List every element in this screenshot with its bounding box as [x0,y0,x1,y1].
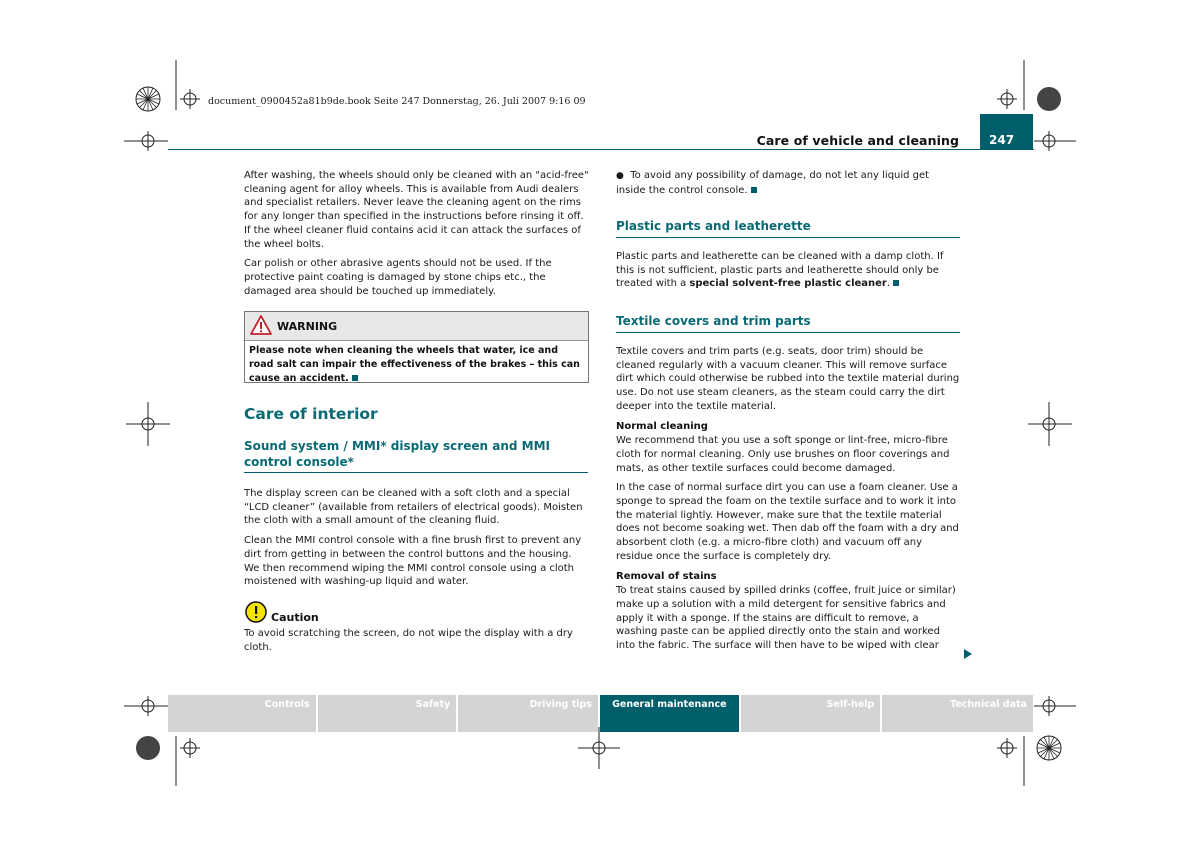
tab-self-help[interactable]: Self-help [741,695,881,732]
warning-text: Please note when cleaning the wheels that water, ice and road salt can impair the effectiveness of the brakes – this can cause an accident. [249,345,580,384]
section-title: Care of interior [244,405,378,423]
caution-text: To avoid scratching the screen, do not wipe the display with a dry cloth. [244,628,573,653]
tab-controls[interactable]: Controls [168,695,316,732]
page-number: 247 [989,133,1015,147]
paragraph-wheels: After washing, the wheels should only be cleaned with an "acid-free" cleaning agent for alloy wheels. This is available from Audi dealers and specialist retailers. Never leave the cleaning agent on the rims for any longer than specified in the instructions before rinsing it off. If the wheel cleaner fluid contains acid it can attack the surfaces of the wheel bolts. [244,170,589,250]
warning-label: WARNING [277,320,338,333]
plastic-cleaner-bold: special solvent-free plastic cleaner [689,278,887,290]
chapter-title: Care of vehicle and cleaning [756,133,959,148]
print-header: document_0900452a81b9de.book Seite 247 Donnerstag, 26. Juli 2007 9:16 09 [208,96,586,107]
tab-general-maintenance[interactable]: General maintenance [600,695,739,732]
plastic-text: Plastic parts and leatherette can be cleaned with a damp cloth. If this is not sufficient, plastic parts and leatherette should only be treated with a [616,251,944,290]
subheading-normal-cleaning: Normal cleaning [616,420,708,432]
paragraph-console: Clean the MMI control console with a fine brush first to prevent any dirt from getting in between the control buttons and the housing. We then recommend wiping the MMI control console using a cloth moistened with washing-up liquid and water. [244,535,582,588]
caution-label: Caution [271,611,319,624]
tab-technical-data[interactable]: Technical data [882,695,1033,732]
tab-safety[interactable]: Safety [318,695,457,732]
heading-plastic: Plastic parts and leatherette [616,219,960,238]
paragraph-stains: To treat stains caused by spilled drinks (coffee, fruit juice or similar) make up a solution with a mild detergent for sensitive fabrics and apply it with a sponge. If the stains are difficult to remove, a washing paste can be applied directly onto the stain and worked into the fabric. The surface will then have to be wiped with clear [616,585,956,652]
paragraph-display: The display screen can be cleaned with a soft cloth and a special “LCD cleaner” (available from retailers of electrical goods). Moisten the cloth with a small amount of the cleaning fluid. [244,488,583,527]
tab-driving-tips[interactable]: Driving tips [458,695,598,732]
heading-textile: Textile covers and trim parts [616,314,960,333]
bullet-item: ● To avoid any possibility of damage, do not let any liquid get inside the control console. [616,170,930,196]
paragraph-normal-1: We recommend that you use a soft sponge or lint-free, micro-fibre cloth for normal cleaning. Only use brushes on floor coverings and mats, as other textile surfaces could become damaged. [616,435,950,474]
paragraph-normal-2: In the case of normal surface dirt you can use a foam cleaner. Use a sponge to spread the foam on the textile surface and to work it into the material lightly. However, make sure that the textile material does not become soaking wet. Then dab off the foam with a dry and absorbent cloth (e.g. a micro-fibre cloth) and vacuum off any residue once the surface is completely dry. [616,482,959,562]
subsection-title-mmi: Sound system / MMI* display screen and MMI control console* [244,439,588,473]
paragraph-polish: Car polish or other abrasive agents should not be used. If the protective paint coating is damaged by stone chips etc., the damaged area should be touched up immediately. [244,258,552,297]
paragraph-plastic: Plastic parts and leatherette can be cleaned with a damp cloth. If this is not sufficient, plastic parts and leatherette should only be treated with a special solvent-free plastic cleaner. [616,251,944,290]
subheading-stains: Removal of stains [616,570,717,582]
bullet-text: To avoid any possibility of damage, do not let any liquid get inside the control console. [616,170,930,196]
paragraph-textile: Textile covers and trim parts (e.g. seats, door trim) should be cleaned regularly with a vacuum cleaner. This will remove surface dirt which could otherwise be rubbed into the textile material during use. Do not use steam cleaners, as the steam could carry the dirt deeper into the textile material. [616,346,960,412]
